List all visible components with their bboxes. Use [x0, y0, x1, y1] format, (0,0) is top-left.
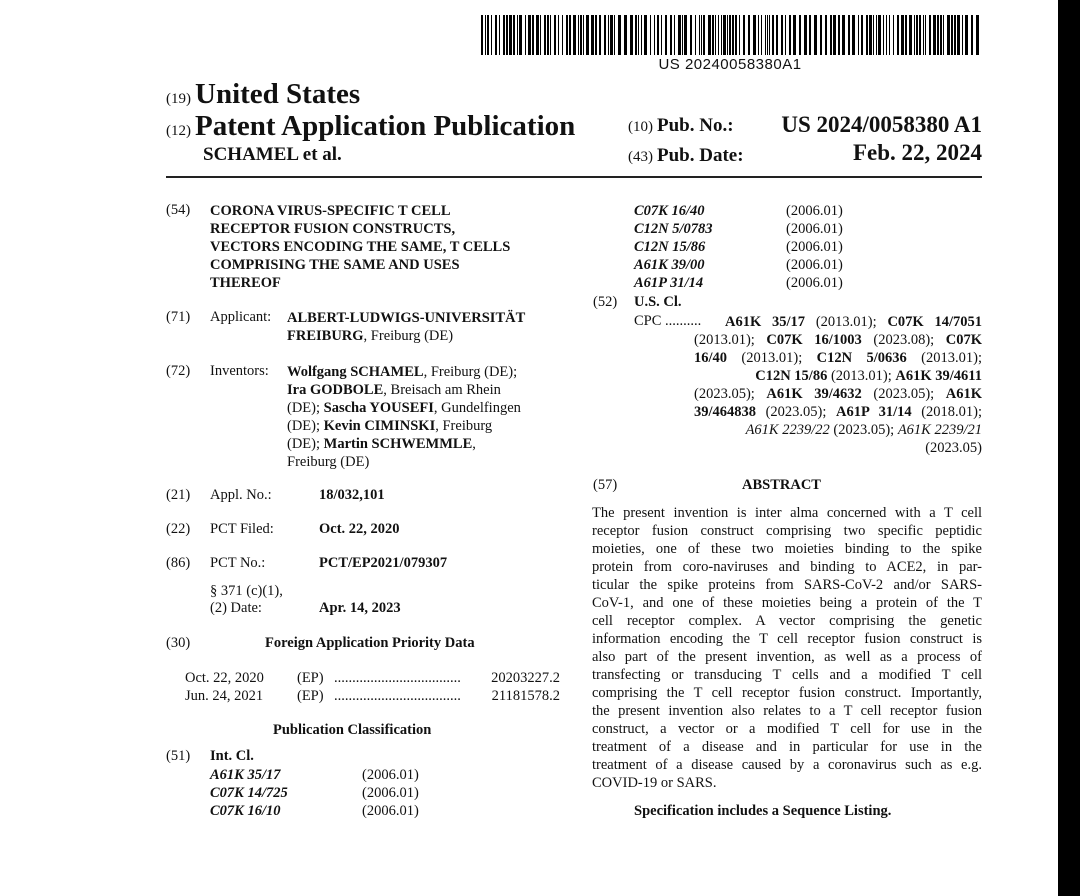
classification-row [634, 202, 843, 220]
cpc-line [634, 367, 982, 385]
abstract-line: construct, a vector or a modified T cell for use in the [592, 721, 982, 737]
cpc-label: CPC [634, 313, 662, 329]
plain-text: (2023.05) [925, 440, 982, 456]
bold-text: A61P 31/14 [835, 404, 912, 420]
applicant-label: Applicant: [210, 309, 272, 325]
abstract-line: protein from coro-naviruses and binding to ACE2, in par- [592, 559, 982, 575]
abstract-line: The present invention is inter alma concerned with a T cell [592, 505, 982, 521]
plain-text: (2023.08); [861, 332, 946, 348]
classification-version: (2006.01) [786, 275, 843, 291]
cpc-line [634, 403, 982, 421]
plain-text: (DE); [287, 418, 324, 434]
applicant [287, 309, 577, 345]
inventor-line [287, 381, 577, 399]
title-line: COMPRISING THE SAME AND USES [210, 257, 460, 273]
plain-text: , Freiburg (DE); [423, 364, 518, 380]
inid-30: (30) [166, 635, 191, 651]
abstract-line: also part of the present invention, as well as a process of [592, 649, 982, 665]
sequence-listing-note: Specification includes a Sequence Listing. [634, 803, 892, 819]
bold-text: Sascha YOUSEFI [323, 400, 434, 416]
classification-code: C07K 14/725 [210, 785, 288, 801]
priority-office: (EP) [297, 670, 324, 686]
inventors [287, 363, 577, 471]
inid-72: (72) [166, 363, 191, 379]
authors: SCHAMEL et al. [203, 144, 342, 165]
abstract-line: comprising the T cell receptor fusion construct. Importantly, [592, 685, 982, 701]
classification-version: (2006.01) [786, 221, 843, 237]
classification-version: (2006.01) [786, 239, 843, 255]
inventor-line [287, 399, 577, 417]
cpc-classification [634, 313, 982, 457]
inventor-line [287, 363, 577, 381]
us-cl-label: U.S. Cl. [634, 294, 682, 310]
right-edge-bar [1058, 0, 1080, 896]
cpc-line [634, 331, 982, 349]
plain-text: Freiburg (DE) [287, 454, 370, 470]
applicant-name-line2 [287, 327, 577, 345]
barcode-gap [979, 15, 981, 55]
abstract-line: treatment of a disease caused by a coronavirus such as e.g. [592, 757, 982, 773]
int-cl-table [210, 766, 419, 820]
classification-row [634, 238, 843, 256]
abstract-line: ticular the spike proteins from SARS-CoV-2 and/or SARS- [592, 577, 982, 593]
plain-text: (DE); [287, 400, 324, 416]
header-rule [166, 176, 982, 178]
abstract-line: information encoding the T cell receptor fusion construct is [592, 631, 982, 647]
plain-text: (2013.01); [727, 350, 817, 366]
inventors-label: Inventors: [210, 363, 269, 379]
pct-filed-label: PCT Filed: [210, 521, 274, 537]
plain-text: , [472, 436, 476, 452]
title-line: THEREOF [210, 275, 281, 291]
pub-date: Feb. 22, 2024 [852, 140, 982, 165]
cpc-line [634, 313, 982, 331]
plain-text: (2023.05); [861, 386, 946, 402]
int-cl-cont-table [634, 202, 843, 292]
classification-code: A61K 35/17 [210, 767, 281, 783]
classification-row [634, 220, 843, 238]
priority-dots: ................................... [334, 670, 461, 686]
barcode [481, 15, 981, 55]
priority-list [185, 669, 560, 705]
doc-type-heading [166, 110, 575, 143]
bold-text: A61K 39/4632 [766, 386, 862, 402]
cpc-dots: .......... [665, 313, 702, 329]
inid-21: (21) [166, 487, 191, 503]
plain-text: , Breisach am Rhein [383, 382, 501, 398]
abstract-line: treatment of a disease and in particular for use in the [592, 739, 982, 755]
bold-text: C12N 15/86 [755, 368, 828, 384]
applicant-name-line1: ALBERT-LUDWIGS-UNIVERSITÄT [287, 310, 526, 326]
s371-date: Apr. 14, 2023 [319, 600, 401, 616]
cpc-line [634, 421, 982, 439]
inid-57: (57) [593, 477, 618, 493]
appl-no: 18/032,101 [319, 487, 385, 503]
bold-text: C12N 5/0636 [816, 350, 907, 366]
classification-code: C12N 5/0783 [634, 221, 713, 237]
bold-text: Kevin CIMINSKI [323, 418, 436, 434]
pub-date-row [628, 140, 982, 167]
abstract-line: the present invention also relates to a T cell receptor fusion [592, 703, 982, 719]
pub-no-label: Pub. No.: [657, 115, 734, 136]
plain-text: (2023.05); [756, 404, 836, 420]
bold-text: Ira GODBOLE [287, 382, 384, 398]
plain-text: (DE); [287, 436, 324, 452]
bold-text: C07K 16/1003 [766, 332, 862, 348]
abstract-line: cell receptor complex. A vector comprising the genetic [592, 613, 982, 629]
classification-row [210, 766, 419, 784]
country-heading [166, 78, 360, 111]
pub-date-label: Pub. Date: [657, 145, 744, 166]
classification-version: (2006.01) [362, 785, 419, 801]
pub-class-title: Publication Classification [273, 722, 432, 738]
pub-number-row [628, 112, 982, 137]
bold-text: A61K [945, 386, 983, 402]
abstract-line: transfecting or transducing T cells and a modified T cell [592, 667, 982, 683]
s371-line1: § 371 (c)(1), [210, 583, 283, 599]
plain-text: (2013.01); [906, 350, 982, 366]
priority-office: (EP) [297, 688, 324, 704]
barcode-number: US 20240058380A1 [658, 56, 802, 73]
plain-text: , Gundelfingen [433, 400, 521, 416]
classification-code: C07K 16/40 [634, 203, 705, 219]
abstract-title: ABSTRACT [742, 477, 821, 493]
cpc-line [634, 439, 982, 457]
plain-text: (2018.01); [911, 404, 983, 420]
inventor-line [287, 417, 577, 435]
country: United States [195, 78, 361, 110]
bold-text: A61K 35/17 [725, 314, 806, 330]
abstract-line: CoV-1, and one of these moieties being a protein of the T [592, 595, 982, 611]
priority-number: 20203227.2 [491, 670, 560, 686]
bold-text: C07K 14/7051 [887, 314, 982, 330]
classification-code: A61P 31/14 [634, 275, 704, 291]
inid-52: (52) [593, 294, 618, 310]
classification-version: (2006.01) [362, 767, 419, 783]
applicant-location: , Freiburg (DE) [363, 328, 454, 344]
classification-row [210, 784, 419, 802]
pct-no: PCT/EP2021/079307 [319, 555, 448, 571]
title-line: RECEPTOR FUSION CONSTRUCTS, [210, 221, 456, 237]
classification-row [210, 802, 419, 820]
abstract-line: COVID-19 or SARS. [592, 775, 717, 791]
inid-10: (10) [628, 119, 653, 135]
bold-text: C07K [945, 332, 983, 348]
priority-title: Foreign Application Priority Data [265, 635, 475, 651]
priority-date: Jun. 24, 2021 [185, 688, 264, 704]
inid-12: (12) [166, 123, 191, 139]
priority-row [185, 687, 560, 705]
abstract-line: receptor fusion construct comprising two specific peptidic [592, 523, 982, 539]
classification-version: (2006.01) [786, 203, 843, 219]
pub-no: US 2024/0058380 A1 [781, 112, 982, 137]
inid-19: (19) [166, 91, 191, 107]
abstract-line: moieties, one of these two moieties binding to the spike [592, 541, 982, 557]
inventor-line [287, 453, 577, 471]
doc-type: Patent Application Publication [195, 110, 576, 142]
invention-title [210, 202, 570, 292]
classification-code: C12N 15/86 [634, 239, 706, 255]
s371-line2: (2) Date: [210, 600, 262, 616]
title-line: VECTORS ENCODING THE SAME, T CELLS [210, 239, 511, 255]
cpc-line [634, 349, 982, 367]
classification-row [634, 274, 843, 292]
classification-row [634, 256, 843, 274]
title-line: CORONA VIRUS-SPECIFIC T CELL [210, 203, 451, 219]
appl-no-label: Appl. No.: [210, 487, 272, 503]
inid-51: (51) [166, 748, 191, 764]
priority-dots: ................................... [334, 688, 461, 704]
classification-version: (2006.01) [786, 257, 843, 273]
priority-number: 21181578.2 [491, 688, 560, 704]
italic-text: A61K 2239/22 [745, 422, 830, 438]
classification-code: A61K 39/00 [634, 257, 705, 273]
priority-date: Oct. 22, 2020 [185, 670, 264, 686]
plain-text: (2023.05); [694, 386, 767, 402]
plain-text: (2013.01); [827, 368, 896, 384]
plain-text: (2023.05); [829, 422, 898, 438]
inventor-line [287, 435, 577, 453]
plain-text: , Freiburg [435, 418, 493, 434]
plain-text: (2013.01); [694, 332, 767, 348]
priority-row [185, 669, 560, 687]
applicant-name-bold: FREIBURG [287, 328, 364, 344]
int-cl-label: Int. Cl. [210, 748, 254, 764]
pct-filed: Oct. 22, 2020 [319, 521, 400, 537]
bold-text: 39/464838 [694, 404, 757, 420]
inid-86: (86) [166, 555, 191, 571]
bold-text: A61K 39/4611 [895, 368, 982, 384]
inid-71: (71) [166, 309, 191, 325]
classification-version: (2006.01) [362, 803, 419, 819]
cpc-line [634, 385, 982, 403]
pct-no-label: PCT No.: [210, 555, 266, 571]
classification-code: C07K 16/10 [210, 803, 281, 819]
bold-text: Wolfgang SCHAMEL [287, 364, 424, 380]
inid-43: (43) [628, 149, 653, 165]
abstract-text [592, 504, 982, 792]
bold-text: Martin SCHWEMMLE [323, 436, 473, 452]
inid-22: (22) [166, 521, 191, 537]
italic-text: A61K 2239/21 [897, 422, 982, 438]
inid-54: (54) [166, 202, 191, 218]
plain-text: (2013.01); [805, 314, 888, 330]
bold-text: 16/40 [694, 350, 728, 366]
